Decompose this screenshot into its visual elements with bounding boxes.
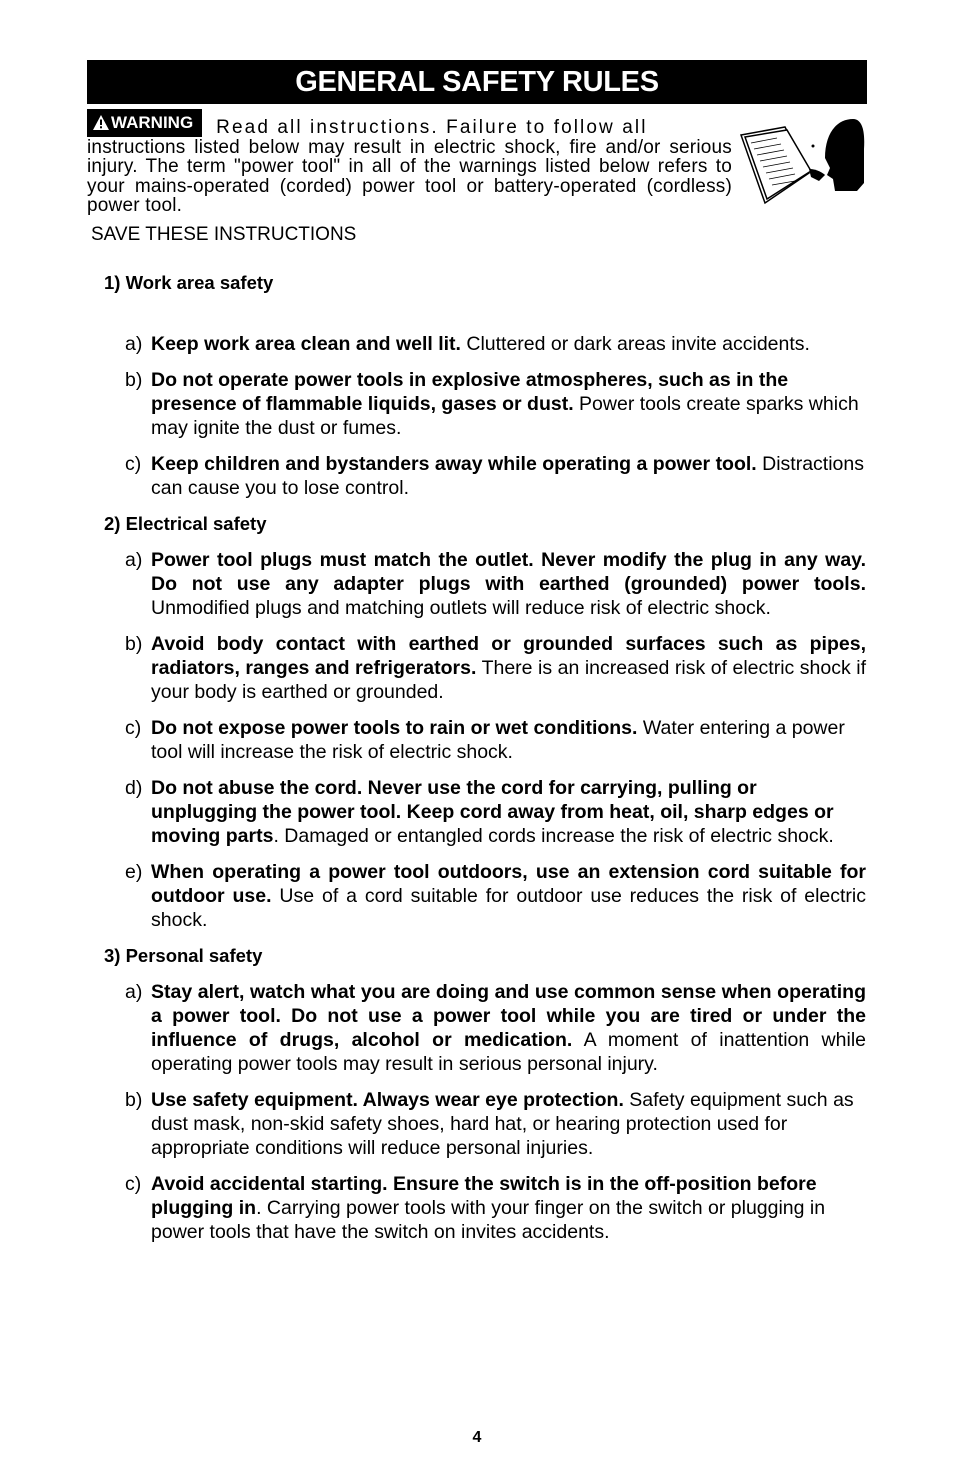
list-item: a) Stay alert, watch what you are doing and use common sense when operating a power tool. Do not use a power tool while you are tired or under the influence of drugs, alcohol or medication. A moment of inattention while operating power tools may result in serious personal injury.: [125, 981, 866, 1075]
warning-badge-label: WARNING: [111, 113, 194, 132]
warning-text-rest: instructions listed below may result in electric shock, fire and/or serious injury. The term "power tool" in all of the warnings listed below refers to your mains-operated (corded) power tool or battery-operated (cordless) power tool.: [87, 136, 732, 216]
warning-text-first-line: Read all instructions. Failure to follow all: [216, 117, 648, 138]
warning-badge: [87, 109, 202, 137]
list-item: d) Do not abuse the cord. Never use the cord for carrying, pulling or unplugging the power tool. Keep cord away from heat, oil, sharp edges or moving parts. Damaged or entangled cords increase the risk of electric shock.: [125, 777, 834, 847]
section-title-work-area: 1) Work area safety: [104, 272, 274, 293]
warning-block: [87, 109, 732, 216]
save-instructions-note: SAVE THESE INSTRUCTIONS: [91, 224, 357, 245]
list-item: c) Keep children and bystanders away while operating a power tool. Distractions can cause you to lose control.: [125, 453, 864, 499]
page-number: 4: [472, 1429, 482, 1446]
list-item: b) Avoid body contact with earthed or grounded surfaces such as pipes, radiators, ranges and refrigerators. There is an increased risk of electric shock if your body is earthed or grounded.: [125, 633, 866, 703]
section-title-personal: 3) Personal safety: [104, 945, 263, 966]
list-item: a) Keep work area clean and well lit. Cluttered or dark areas invite accidents.: [125, 333, 810, 355]
page-title-bar: [87, 60, 867, 104]
section-title-electrical: 2) Electrical safety: [104, 513, 267, 534]
page-title: GENERAL SAFETY RULES: [295, 66, 659, 98]
list-item: a) Power tool plugs must match the outlet. Never modify the plug in any way. Do not use any adapter plugs with earthed (grounded) power tools. Unmodified plugs and matching outlets will reduce risk of electric shock.: [125, 549, 866, 619]
list-item: c) Avoid accidental starting. Ensure the switch is in the off-position before plugging in. Carrying power tools with your finger on the switch or plugging in power tools that have the switch on invites accidents.: [125, 1173, 826, 1243]
list-item: c) Do not expose power tools to rain or wet conditions. Water entering a power tool will increase the risk of electric shock.: [125, 717, 845, 763]
list-item: b) Use safety equipment. Always wear eye protection. Safety equipment such as dust mask, non-skid safety shoes, hard hat, or hearing protection used for appropriate conditions will reduce personal injuries.: [125, 1089, 854, 1159]
warning-triangle-icon: [93, 114, 109, 136]
list-item: b) Do not operate power tools in explosive atmospheres, such as in the presence of flammable liquids, gases or dust. Power tools create sparks which may ignite the dust or fumes.: [125, 369, 859, 439]
safety-rules-content: [104, 271, 866, 1244]
list-item: e) When operating a power tool outdoors, use an extension cord suitable for outdoor use. Use of a cord suitable for outdoor use reduces the risk of electric shock.: [125, 861, 867, 931]
read-manual-icon: [737, 113, 865, 208]
